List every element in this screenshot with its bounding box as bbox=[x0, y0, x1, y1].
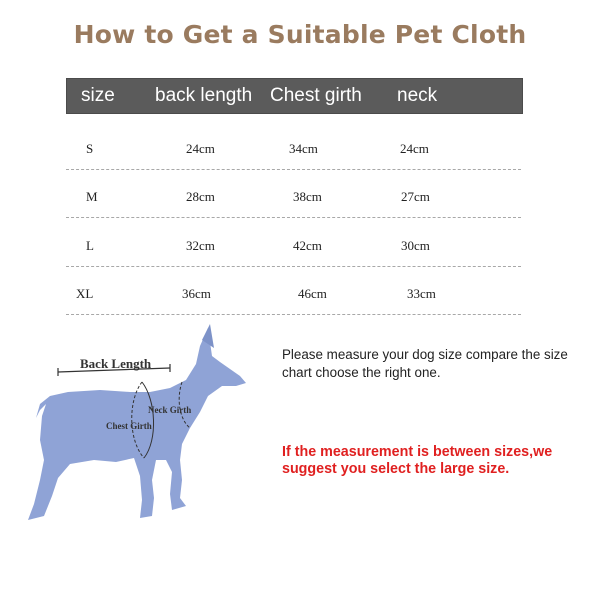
header-back-length: back length bbox=[155, 85, 253, 106]
neck-girth-label: Neck Girth bbox=[148, 405, 192, 415]
back-length-cell: 36cm bbox=[182, 286, 211, 301]
size-table-header bbox=[66, 78, 523, 114]
chest-girth-cell: 38cm bbox=[293, 189, 322, 204]
neck-cell: 30cm bbox=[401, 238, 430, 253]
size-cell: S bbox=[86, 141, 94, 156]
chest-girth-label: Chest Girth bbox=[106, 421, 152, 431]
measurement-instructions: Please measure your dog size compare the size chart choose the right one. bbox=[282, 347, 568, 380]
dog-measurement-diagram bbox=[10, 320, 280, 530]
chest-girth-cell: 42cm bbox=[293, 238, 322, 253]
neck-cell: 24cm bbox=[400, 141, 429, 156]
neck-cell: 27cm bbox=[401, 189, 430, 204]
header-chest-girth: Chest girth bbox=[270, 85, 362, 106]
size-cell: L bbox=[86, 238, 94, 253]
neck-cell: 33cm bbox=[407, 286, 436, 301]
size-cell: M bbox=[86, 189, 98, 204]
size-advice-note: If the measurement is between sizes,we suggest you select the large size. bbox=[282, 444, 553, 477]
size-cell: XL bbox=[76, 286, 94, 301]
table-row bbox=[66, 222, 521, 267]
back-length-cell: 32cm bbox=[186, 238, 215, 253]
page-title: How to Get a Suitable Pet Cloth bbox=[73, 20, 527, 49]
table-row bbox=[66, 173, 521, 218]
header-neck: neck bbox=[397, 85, 438, 106]
back-length-cell: 24cm bbox=[186, 141, 215, 156]
back-length-label: Back Length bbox=[80, 356, 152, 371]
back-length-cell: 28cm bbox=[186, 189, 215, 204]
table-row bbox=[66, 125, 521, 170]
chest-girth-cell: 34cm bbox=[289, 141, 318, 156]
header-size: size bbox=[81, 85, 115, 106]
table-row bbox=[66, 270, 521, 315]
chest-girth-cell: 46cm bbox=[298, 286, 327, 301]
